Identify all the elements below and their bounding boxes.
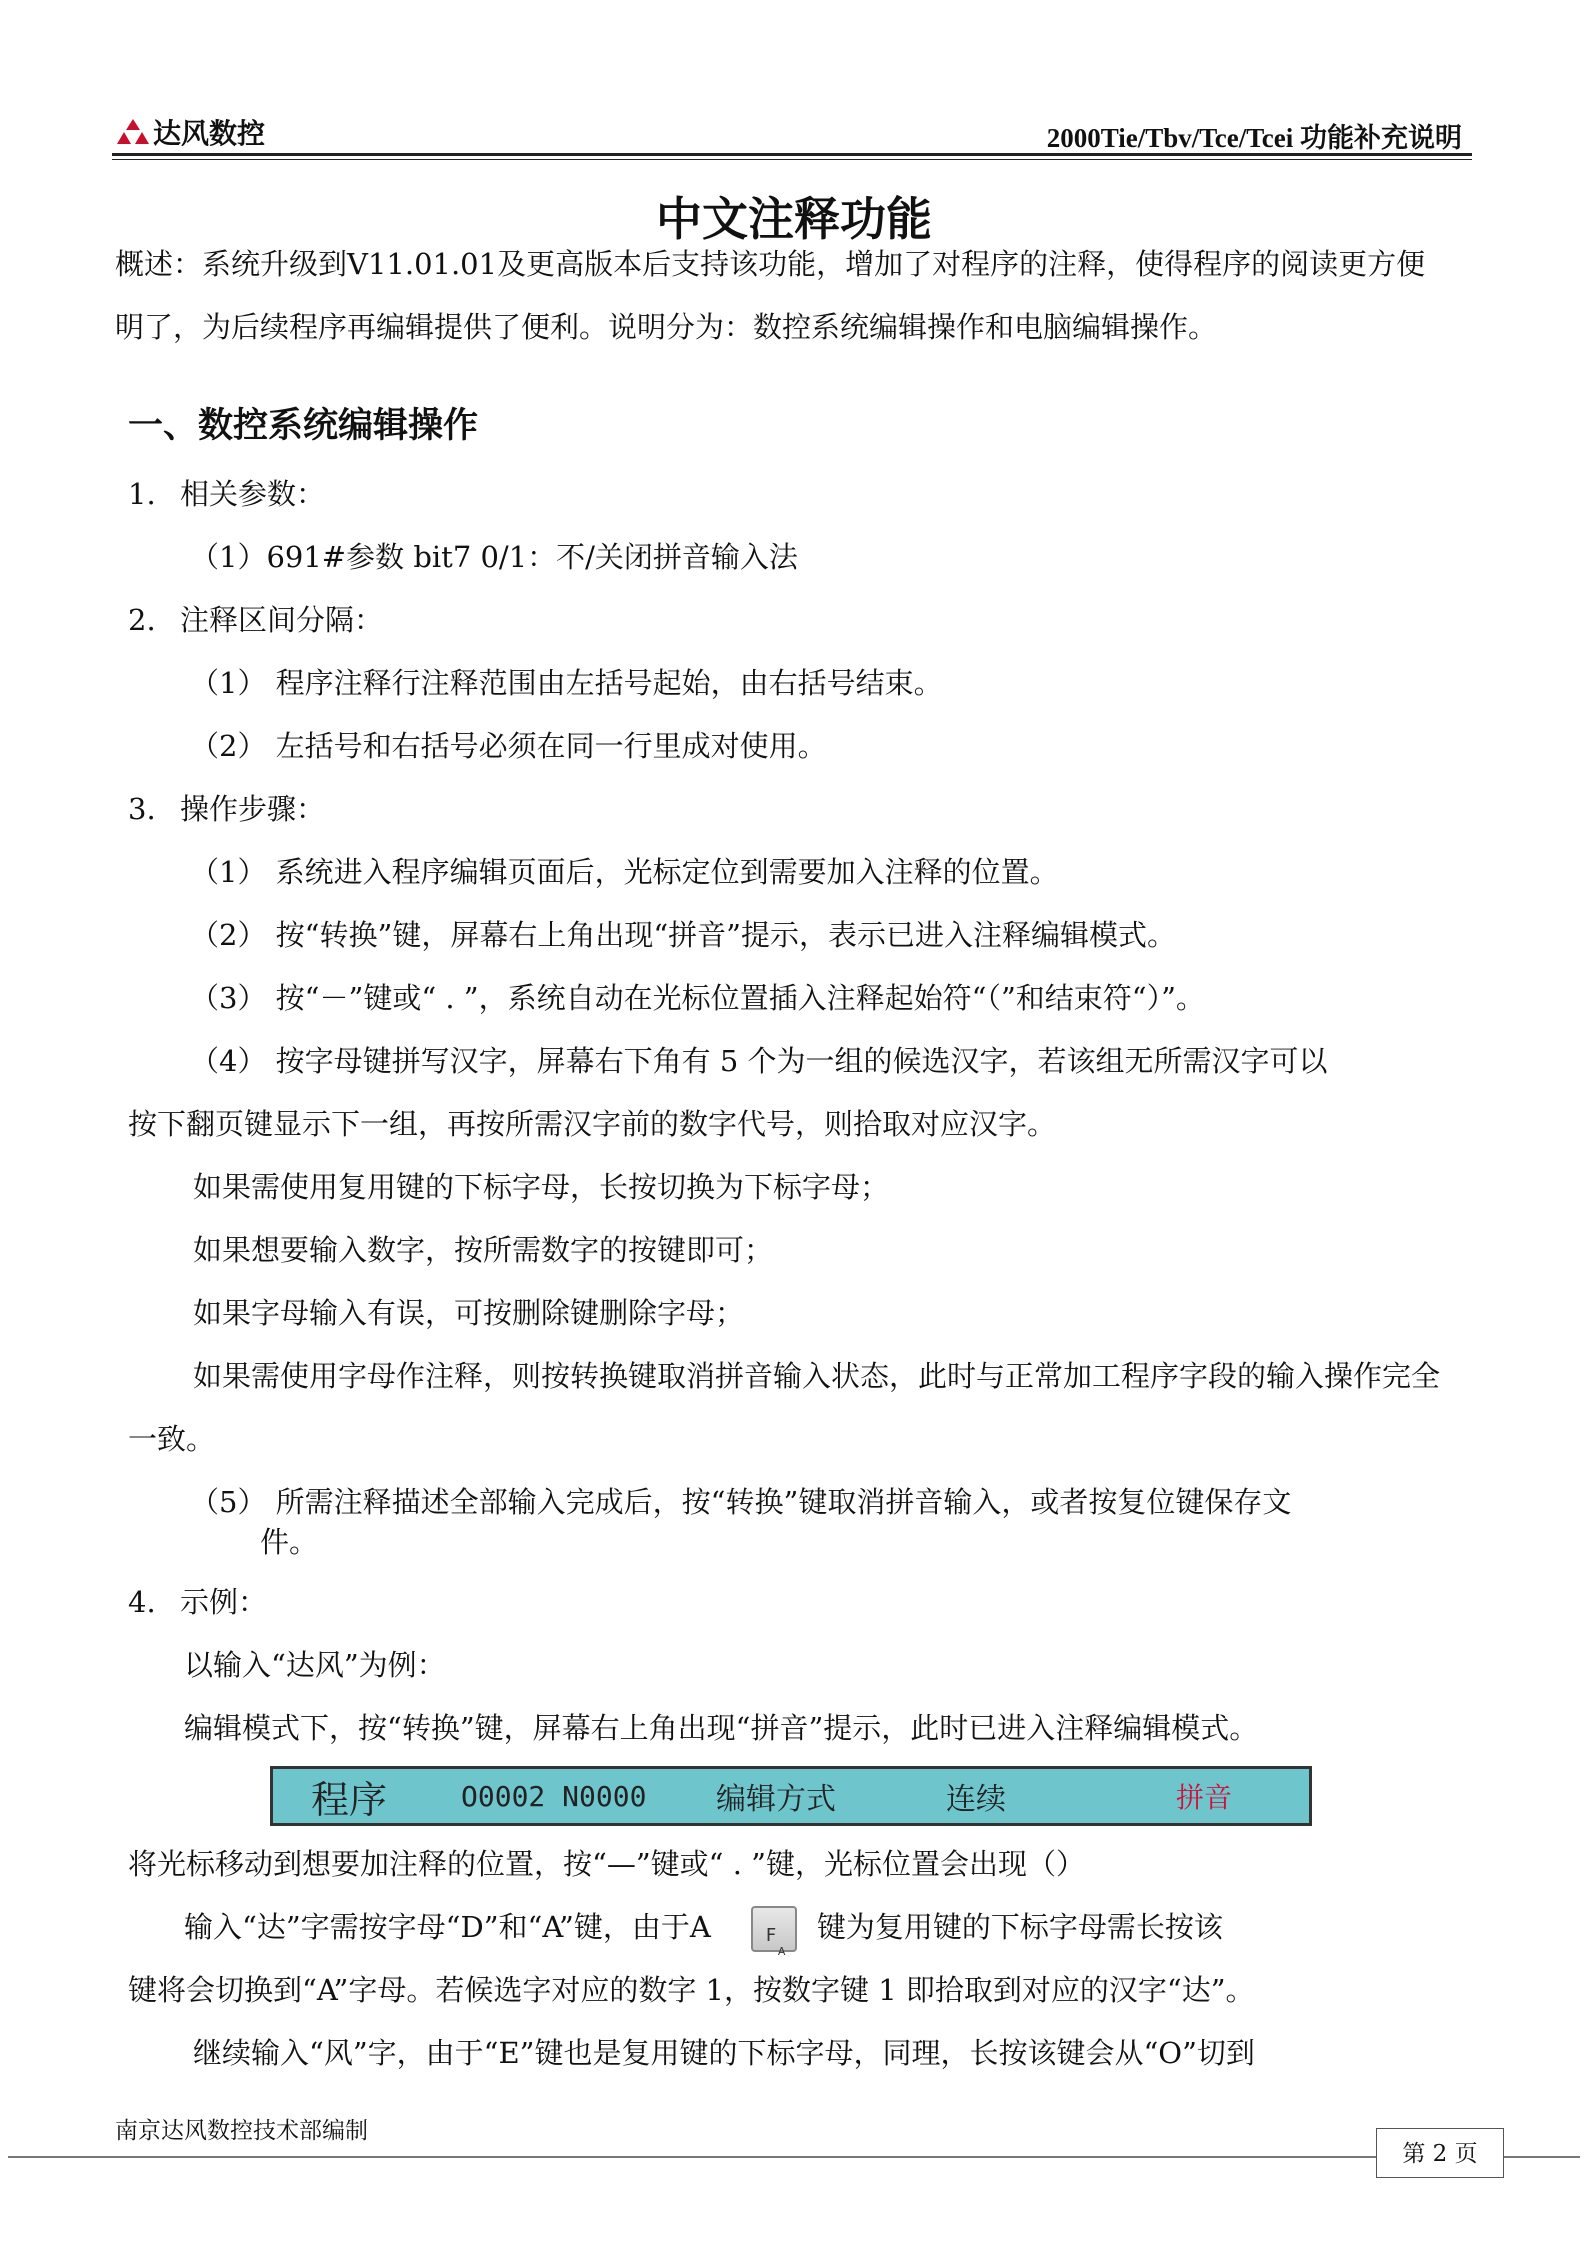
example-line-4a: 输入“达”字需按字母“D”和“A”键，由于A (184, 1910, 711, 1944)
example-line-4b: 键为复用键的下标字母需长按该 (816, 1910, 1223, 1944)
doc-title: 2000Tie/Tbv/Tce/Tcei 功能补充说明 (1046, 123, 1462, 153)
item-3-note-2: 如果想要输入数字，按所需数字的按键即可； (193, 1233, 774, 1267)
item-number: 2. (128, 603, 156, 637)
footer-author: 南京达风数控技术部编制 (115, 2118, 368, 2144)
item-3-sub-2: （2） 按“转换”键，屏幕右上角出现“拼音”提示，表示已进入注释编辑模式。 (190, 918, 1176, 952)
item-3-sub-4b: 按下翻页键显示下一组，再按所需汉字前的数字代号，则拾取对应汉字。 (128, 1107, 1057, 1141)
example-line-5: 键将会切换到“A”字母。若候选字对应的数字 1，按数字键 1 即拾取到对应的汉字“达”。 (128, 1973, 1255, 2007)
example-line-6: 继续输入“风”字，由于“E”键也是复用键的下标字母，同理，长按该键会从“O”切到 (193, 2036, 1255, 2070)
page-title: 中文注释功能 (656, 192, 932, 246)
item-3-sub-5a: （5） 所需注释描述全部输入完成后，按“转换”键取消拼音输入，或者按复位键保存文 (190, 1485, 1292, 1519)
example-line-4 (184, 1905, 1223, 1958)
item-label: 示例： (180, 1585, 268, 1619)
footer-rule (8, 2156, 1580, 2158)
item-3-note-1: 如果需使用复用键的下标字母，长按切换为下标字母； (193, 1170, 890, 1204)
edit-mode: 编辑方式 (716, 1782, 836, 1817)
item-label: 操作步骤： (180, 792, 326, 826)
item-3 (128, 787, 325, 831)
example-line-2: 编辑模式下，按“转换”键，屏幕右上角出现“拼音”提示，此时已进入注释编辑模式。 (184, 1711, 1259, 1745)
item-3-note-3: 如果字母输入有误，可按删除键删除字母； (193, 1296, 745, 1330)
item-1 (128, 472, 325, 516)
brand-name: 达风数控 (153, 117, 266, 150)
item-3-sub-4a: （4） 按字母键拼写汉字，屏幕右下角有 5 个为一组的候选汉字，若该组无所需汉字可以 (190, 1044, 1328, 1078)
run-mode: 连续 (946, 1782, 1006, 1817)
example-line-1: 以输入“达风”为例： (184, 1648, 446, 1682)
program-number: O0002 N0000 (461, 1779, 647, 1813)
item-2-sub-2: （2） 左括号和右括号必须在同一行里成对使用。 (190, 729, 827, 763)
key-sub-letter: A (777, 1945, 786, 1958)
item-number: 1. (128, 477, 156, 511)
pinyin-indicator: 拼音 (1176, 1781, 1233, 1814)
example-line-3: 将光标移动到想要加注释的位置，按“—”键或“ . ”键，光标位置会出现（） (128, 1847, 1085, 1881)
brand-logo-icon (115, 117, 151, 147)
screen-title: 程序 (311, 1777, 388, 1822)
item-label: 相关参数： (180, 477, 326, 511)
header-rule-thin (112, 159, 1472, 160)
item-2 (128, 598, 383, 642)
section-heading: 一、数控系统编辑操作 (128, 406, 479, 446)
item-3-note-4a: 如果需使用字母作注释，则按转换键取消拼音输入状态，此时与正常加工程序字段的输入操作完全 (193, 1359, 1441, 1393)
overview-line-1: 概述：系统升级到V11.01.01及更高版本后支持该功能，增加了对程序的注释，使得程序的阅读更方便 (115, 247, 1426, 281)
item-label: 注释区间分隔： (180, 603, 384, 637)
brand-header (115, 112, 265, 152)
page-number: 第 2 页 (1376, 2128, 1504, 2178)
item-number: 4. (128, 1585, 156, 1619)
fa-key-icon (751, 1906, 797, 1958)
header-rule (112, 153, 1472, 156)
item-2-sub-1: （1） 程序注释行注释范围由左括号起始，由右括号结束。 (190, 666, 943, 700)
item-4 (128, 1580, 267, 1624)
item-3-sub-5b: 件。 (260, 1525, 319, 1559)
cnc-screen-status-bar (270, 1766, 1312, 1826)
item-1-sub-1: （1）691#参数 bit7 0/1：不/关闭拼音输入法 (190, 540, 798, 574)
item-3-sub-1: （1） 系统进入程序编辑页面后，光标定位到需要加入注释的位置。 (190, 855, 1059, 889)
overview-line-2: 明了，为后续程序再编辑提供了便利。说明分为：数控系统编辑操作和电脑编辑操作。 (115, 310, 1218, 344)
item-3-note-4b: 一致。 (128, 1422, 216, 1456)
item-number: 3. (128, 792, 156, 826)
key-main-letter: F (765, 1925, 777, 1946)
item-3-sub-3: （3） 按“－”键或“ . ”，系统自动在光标位置插入注释起始符“（”和结束符“）”。 (190, 981, 1205, 1015)
